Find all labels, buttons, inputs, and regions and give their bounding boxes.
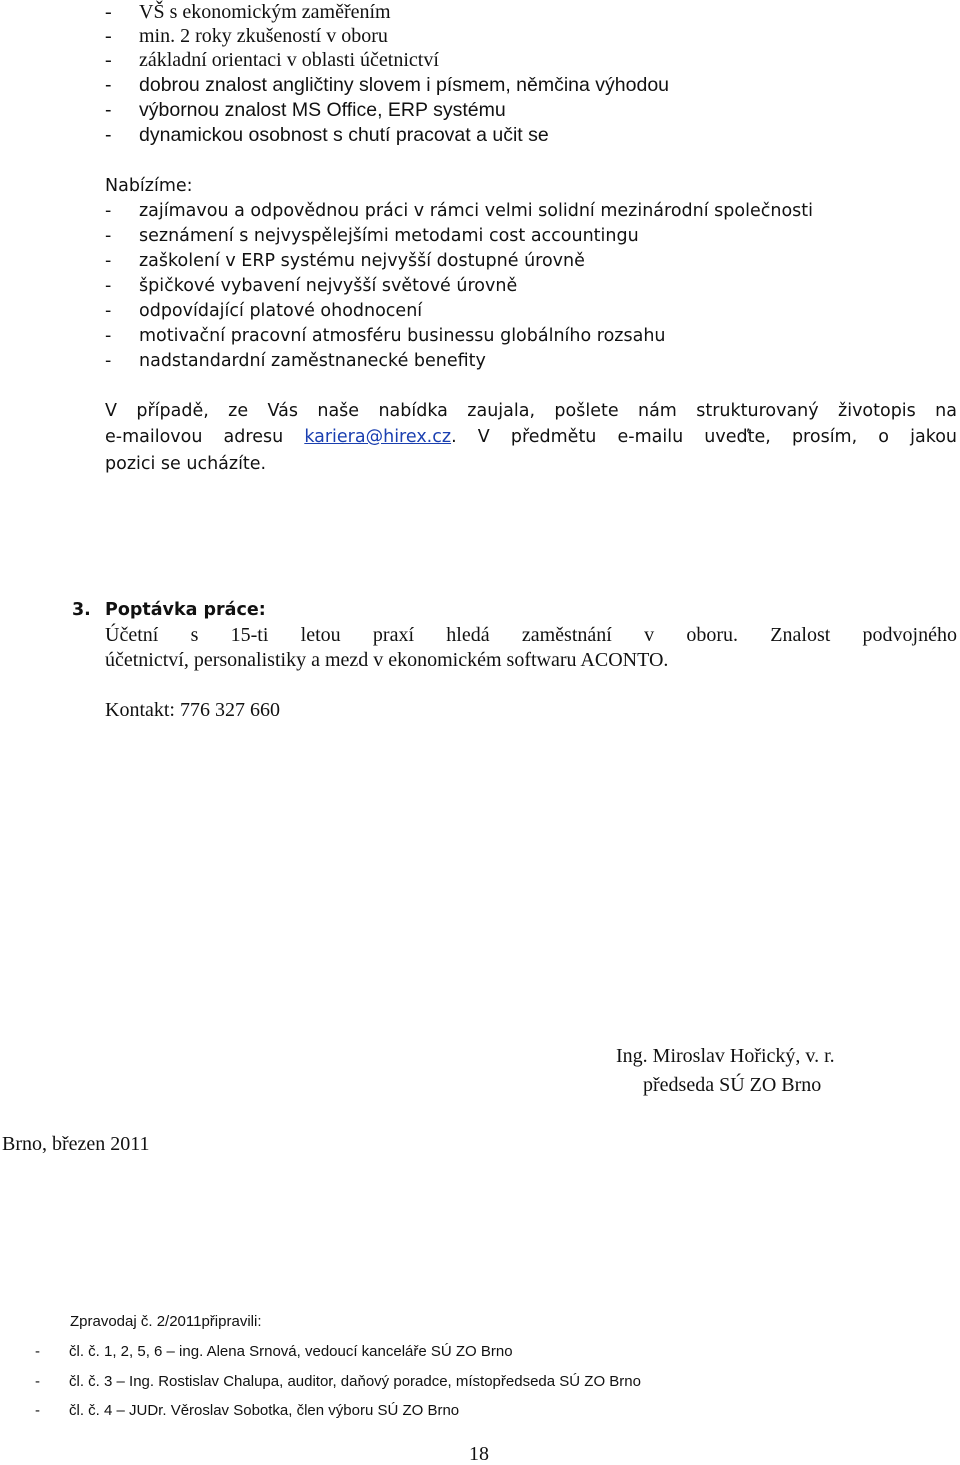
list-item: - dynamickou osobnost s chutí pracovat a učit se bbox=[105, 124, 549, 146]
list-item: - čl. č. 3 – Ing. Rostislav Chalupa, auditor, daňový poradce, místopředseda SÚ ZO Brno bbox=[35, 1373, 641, 1390]
footer-heading: Zpravodaj č. 2/2011připravili: bbox=[70, 1313, 262, 1330]
list-item: - špičkové vybavení nejvyšší světové úrovně bbox=[105, 276, 518, 296]
apply-line-2: e-mailovou adresu kariera@hirex.cz. V předmětu e-mailu uveďte, prosím, o jakou bbox=[105, 427, 958, 447]
list-item: - dobrou znalost angličtiny slovem i písmem, němčina výhodou bbox=[105, 74, 670, 96]
place-date: Brno, březen 2011 bbox=[2, 1133, 150, 1155]
signature-title: předseda SÚ ZO Brno bbox=[643, 1074, 822, 1096]
list-item: - VŠ s ekonomickým zaměřením bbox=[105, 1, 391, 23]
list-item: - motivační pracovní atmosféru businessu globálního rozsahu bbox=[105, 326, 666, 346]
list-item: - výbornou znalost MS Office, ERP systému bbox=[105, 99, 506, 121]
demand-line-1: Účetní s 15-ti letou praxí hledá zaměstnání v oboru. Znalost podvojného bbox=[105, 624, 957, 646]
demand-line-2: účetnictví, personalistiky a mezd v ekonomickém softwaru ACONTO. bbox=[105, 649, 669, 671]
list-item: - základní orientaci v oblasti účetnictví bbox=[105, 49, 439, 71]
contact-phone: Kontakt: 776 327 660 bbox=[105, 699, 280, 721]
list-item: - min. 2 roky zkušeností v oboru bbox=[105, 25, 388, 47]
email-link[interactable]: kariera@hirex.cz bbox=[304, 427, 452, 447]
section-heading: Poptávka práce: bbox=[105, 600, 266, 620]
offer-heading: Nabízíme: bbox=[105, 176, 193, 196]
list-item: - odpovídající platové ohodnocení bbox=[105, 301, 423, 321]
list-item: - seznámení s nejvyspělejšími metodami cost accountingu bbox=[105, 226, 639, 246]
list-item: - zaškolení v ERP systému nejvyšší dostupné úrovně bbox=[105, 251, 585, 271]
list-item: - nadstandardní zaměstnanecké benefity bbox=[105, 351, 486, 371]
list-item: - čl. č. 4 – JUDr. Věroslav Sobotka, člen výboru SÚ ZO Brno bbox=[35, 1402, 460, 1419]
page-number: 18 bbox=[469, 1443, 489, 1465]
apply-line-1: V případě, ze Vás naše nabídka zaujala, pošlete nám strukturovaný životopis na bbox=[105, 401, 957, 421]
list-item: - čl. č. 1, 2, 5, 6 – ing. Alena Srnová, vedoucí kanceláře SÚ ZO Brno bbox=[35, 1343, 513, 1360]
section-number: 3. bbox=[72, 600, 91, 620]
list-item: - zajímavou a odpovědnou práci v rámci velmi solidní mezinárodní společnosti bbox=[105, 201, 813, 221]
signature-name: Ing. Miroslav Hořický, v. r. bbox=[616, 1045, 835, 1067]
apply-line-3: pozici se ucházíte. bbox=[105, 454, 267, 474]
